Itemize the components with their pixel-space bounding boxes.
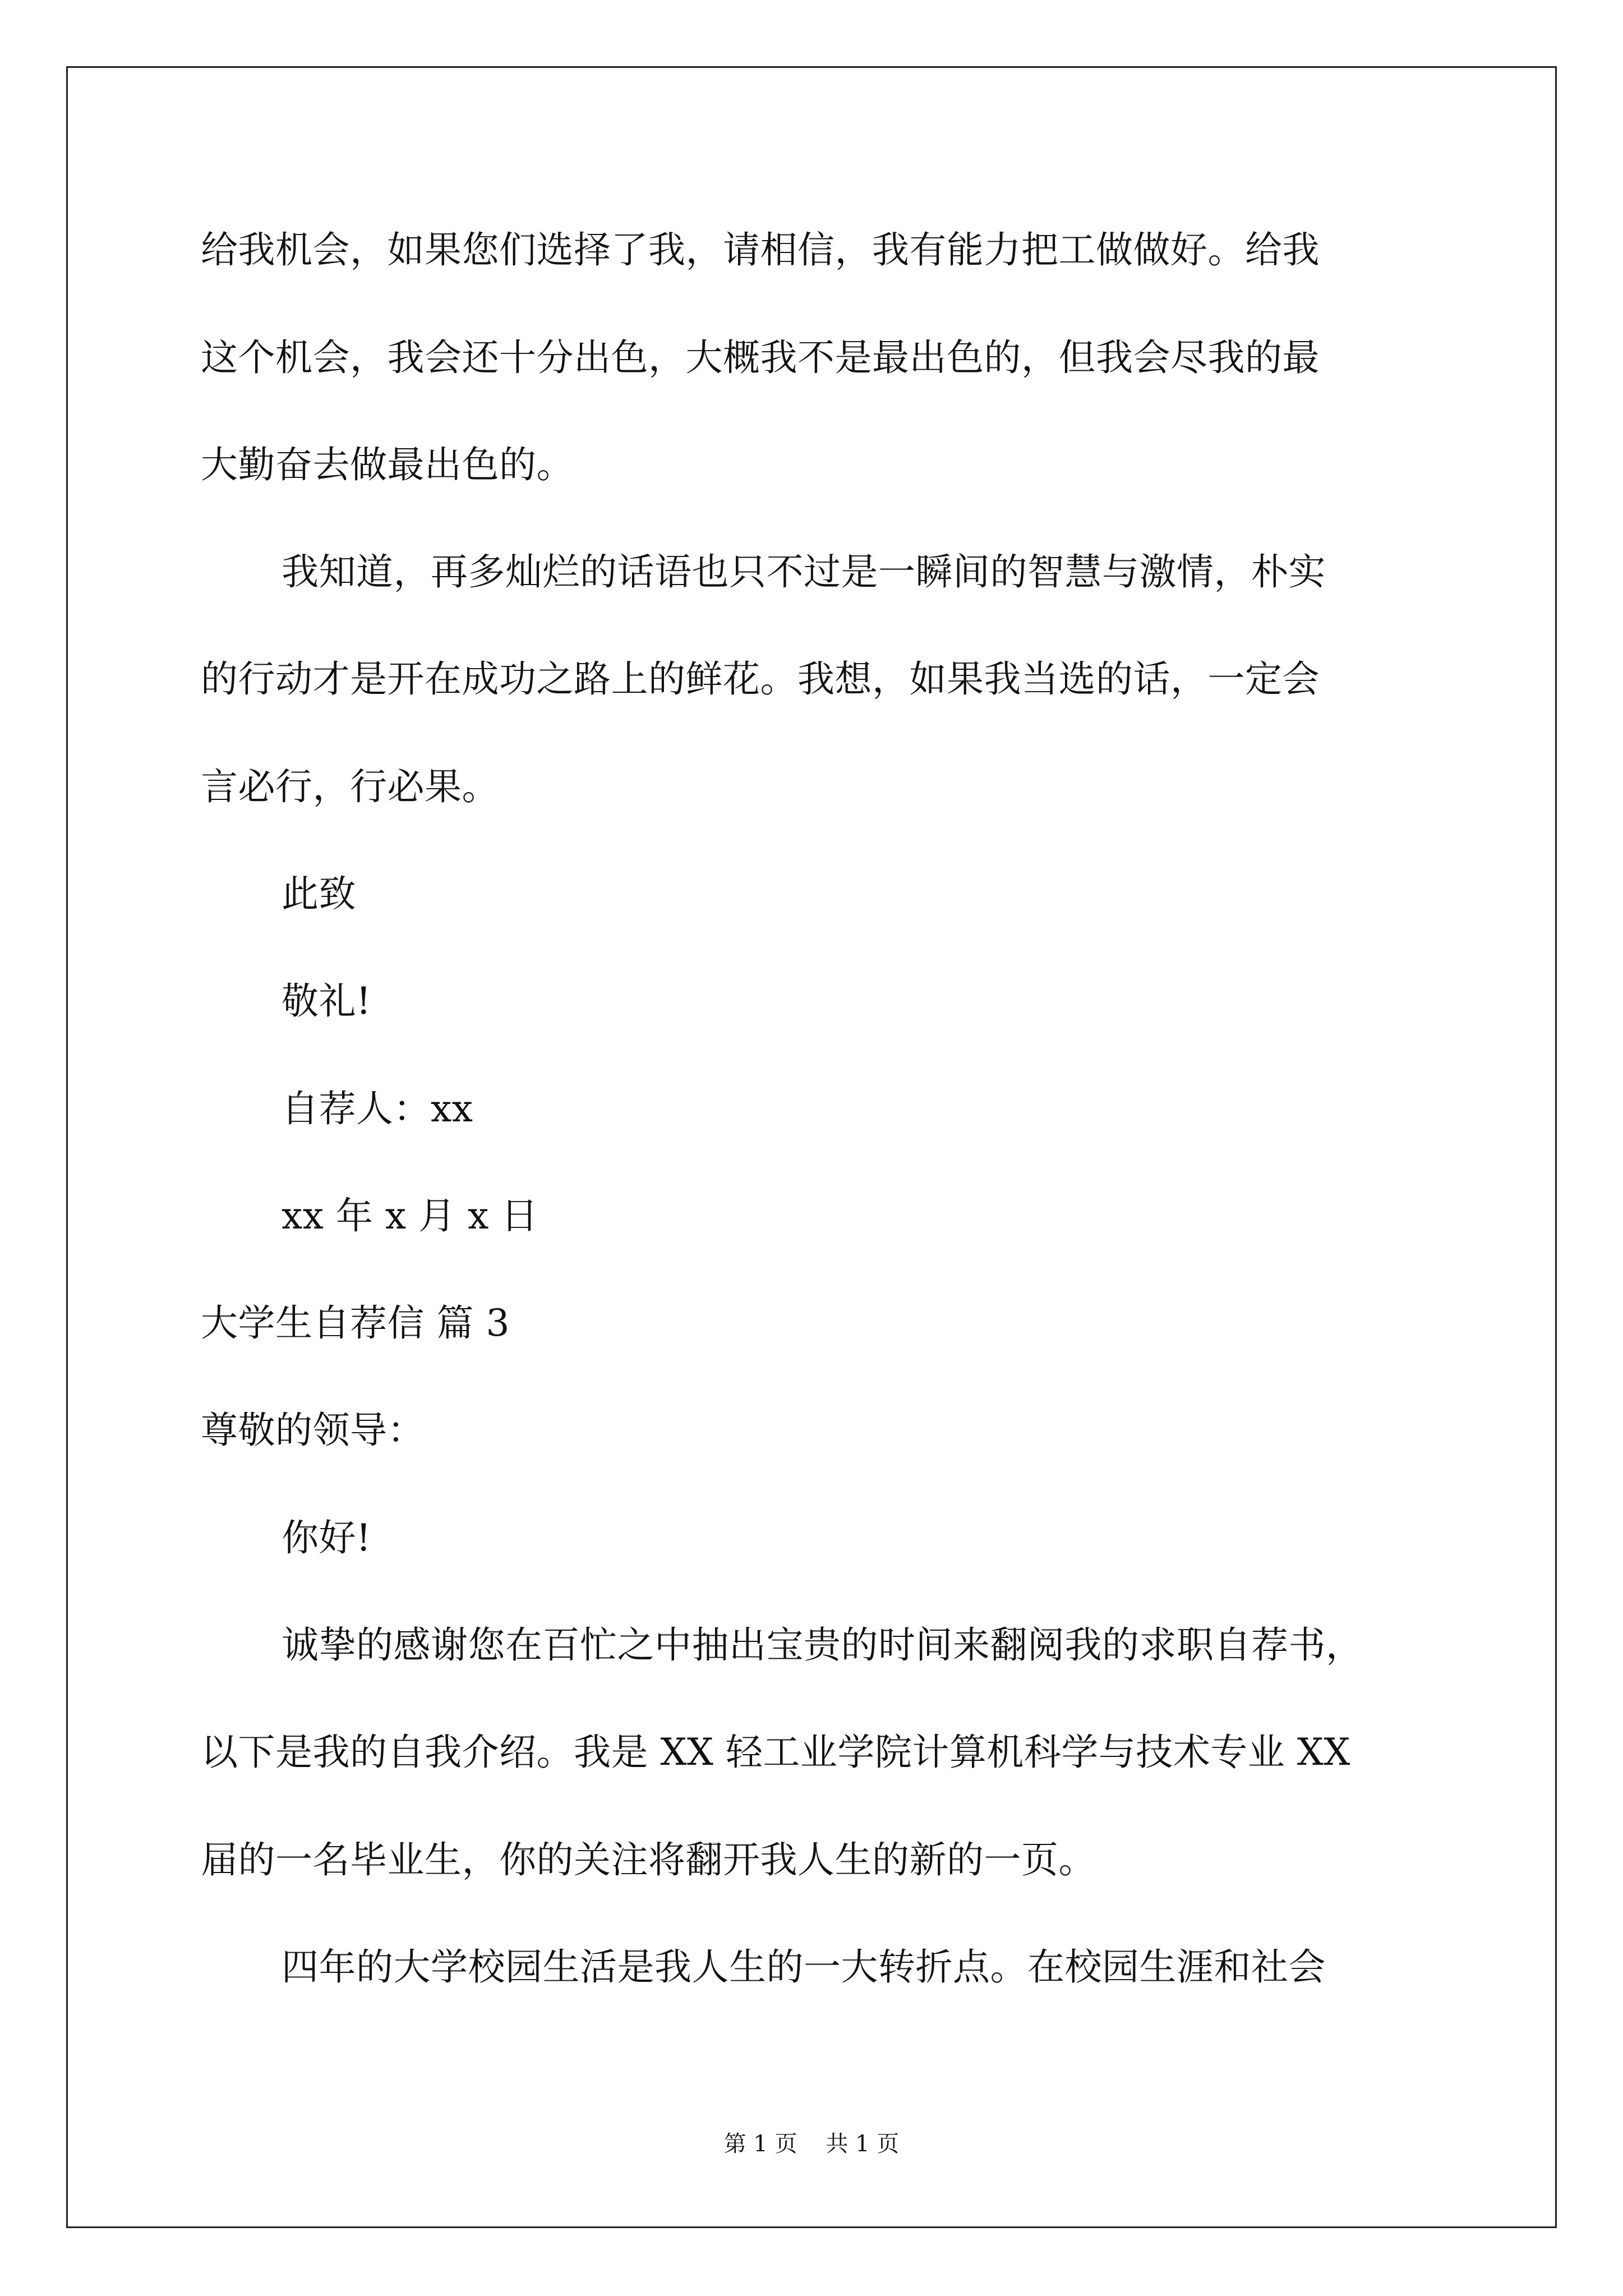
paragraph-line: 给我机会，如果您们选择了我，请相信，我有能力把工做做好。给我 (201, 228, 1320, 272)
signature-line: 自荐人：xx (282, 1087, 473, 1130)
paragraph-line: 届的一名毕业生，你的关注将翻开我人生的新的一页。 (201, 1838, 1096, 1881)
paragraph-line: 大勤奋去做最出色的。 (201, 443, 574, 486)
paragraph-line: 言必行，行必果。 (201, 765, 499, 808)
section-heading: 大学生自荐信 篇 3 (201, 1301, 510, 1345)
paragraph-line: 四年的大学校园生活是我人生的一大转折点。在校园生涯和社会 (282, 1945, 1326, 1989)
closing-line: 此致 (282, 872, 356, 915)
greeting-line: 你好! (282, 1516, 372, 1559)
greeting-line: 尊敬的领导： (201, 1409, 425, 1452)
paragraph-line: 以下是我的自我介绍。我是 XX 轻工业学院计算机科学与技术专业 XX (201, 1731, 1350, 1774)
page-footer: 第 1 页 共 1 页 (723, 2131, 900, 2157)
salutation-line: 敬礼! (282, 979, 372, 1023)
paragraph-line: 我知道，再多灿烂的话语也只不过是一瞬间的智慧与激情，朴实 (282, 550, 1326, 593)
paragraph-line: 的行动才是开在成功之路上的鲜花。我想，如果我当选的话，一定会 (201, 657, 1320, 701)
date-line: xx 年 x 月 x 日 (282, 1194, 538, 1237)
paragraph-line: 诚挚的感谢您在百忙之中抽出宝贵的时间来翻阅我的求职自荐书， (282, 1623, 1363, 1667)
page-border (66, 66, 1557, 2228)
paragraph-line: 这个机会，我会还十分出色，大概我不是最出色的，但我会尽我的最 (201, 336, 1320, 379)
